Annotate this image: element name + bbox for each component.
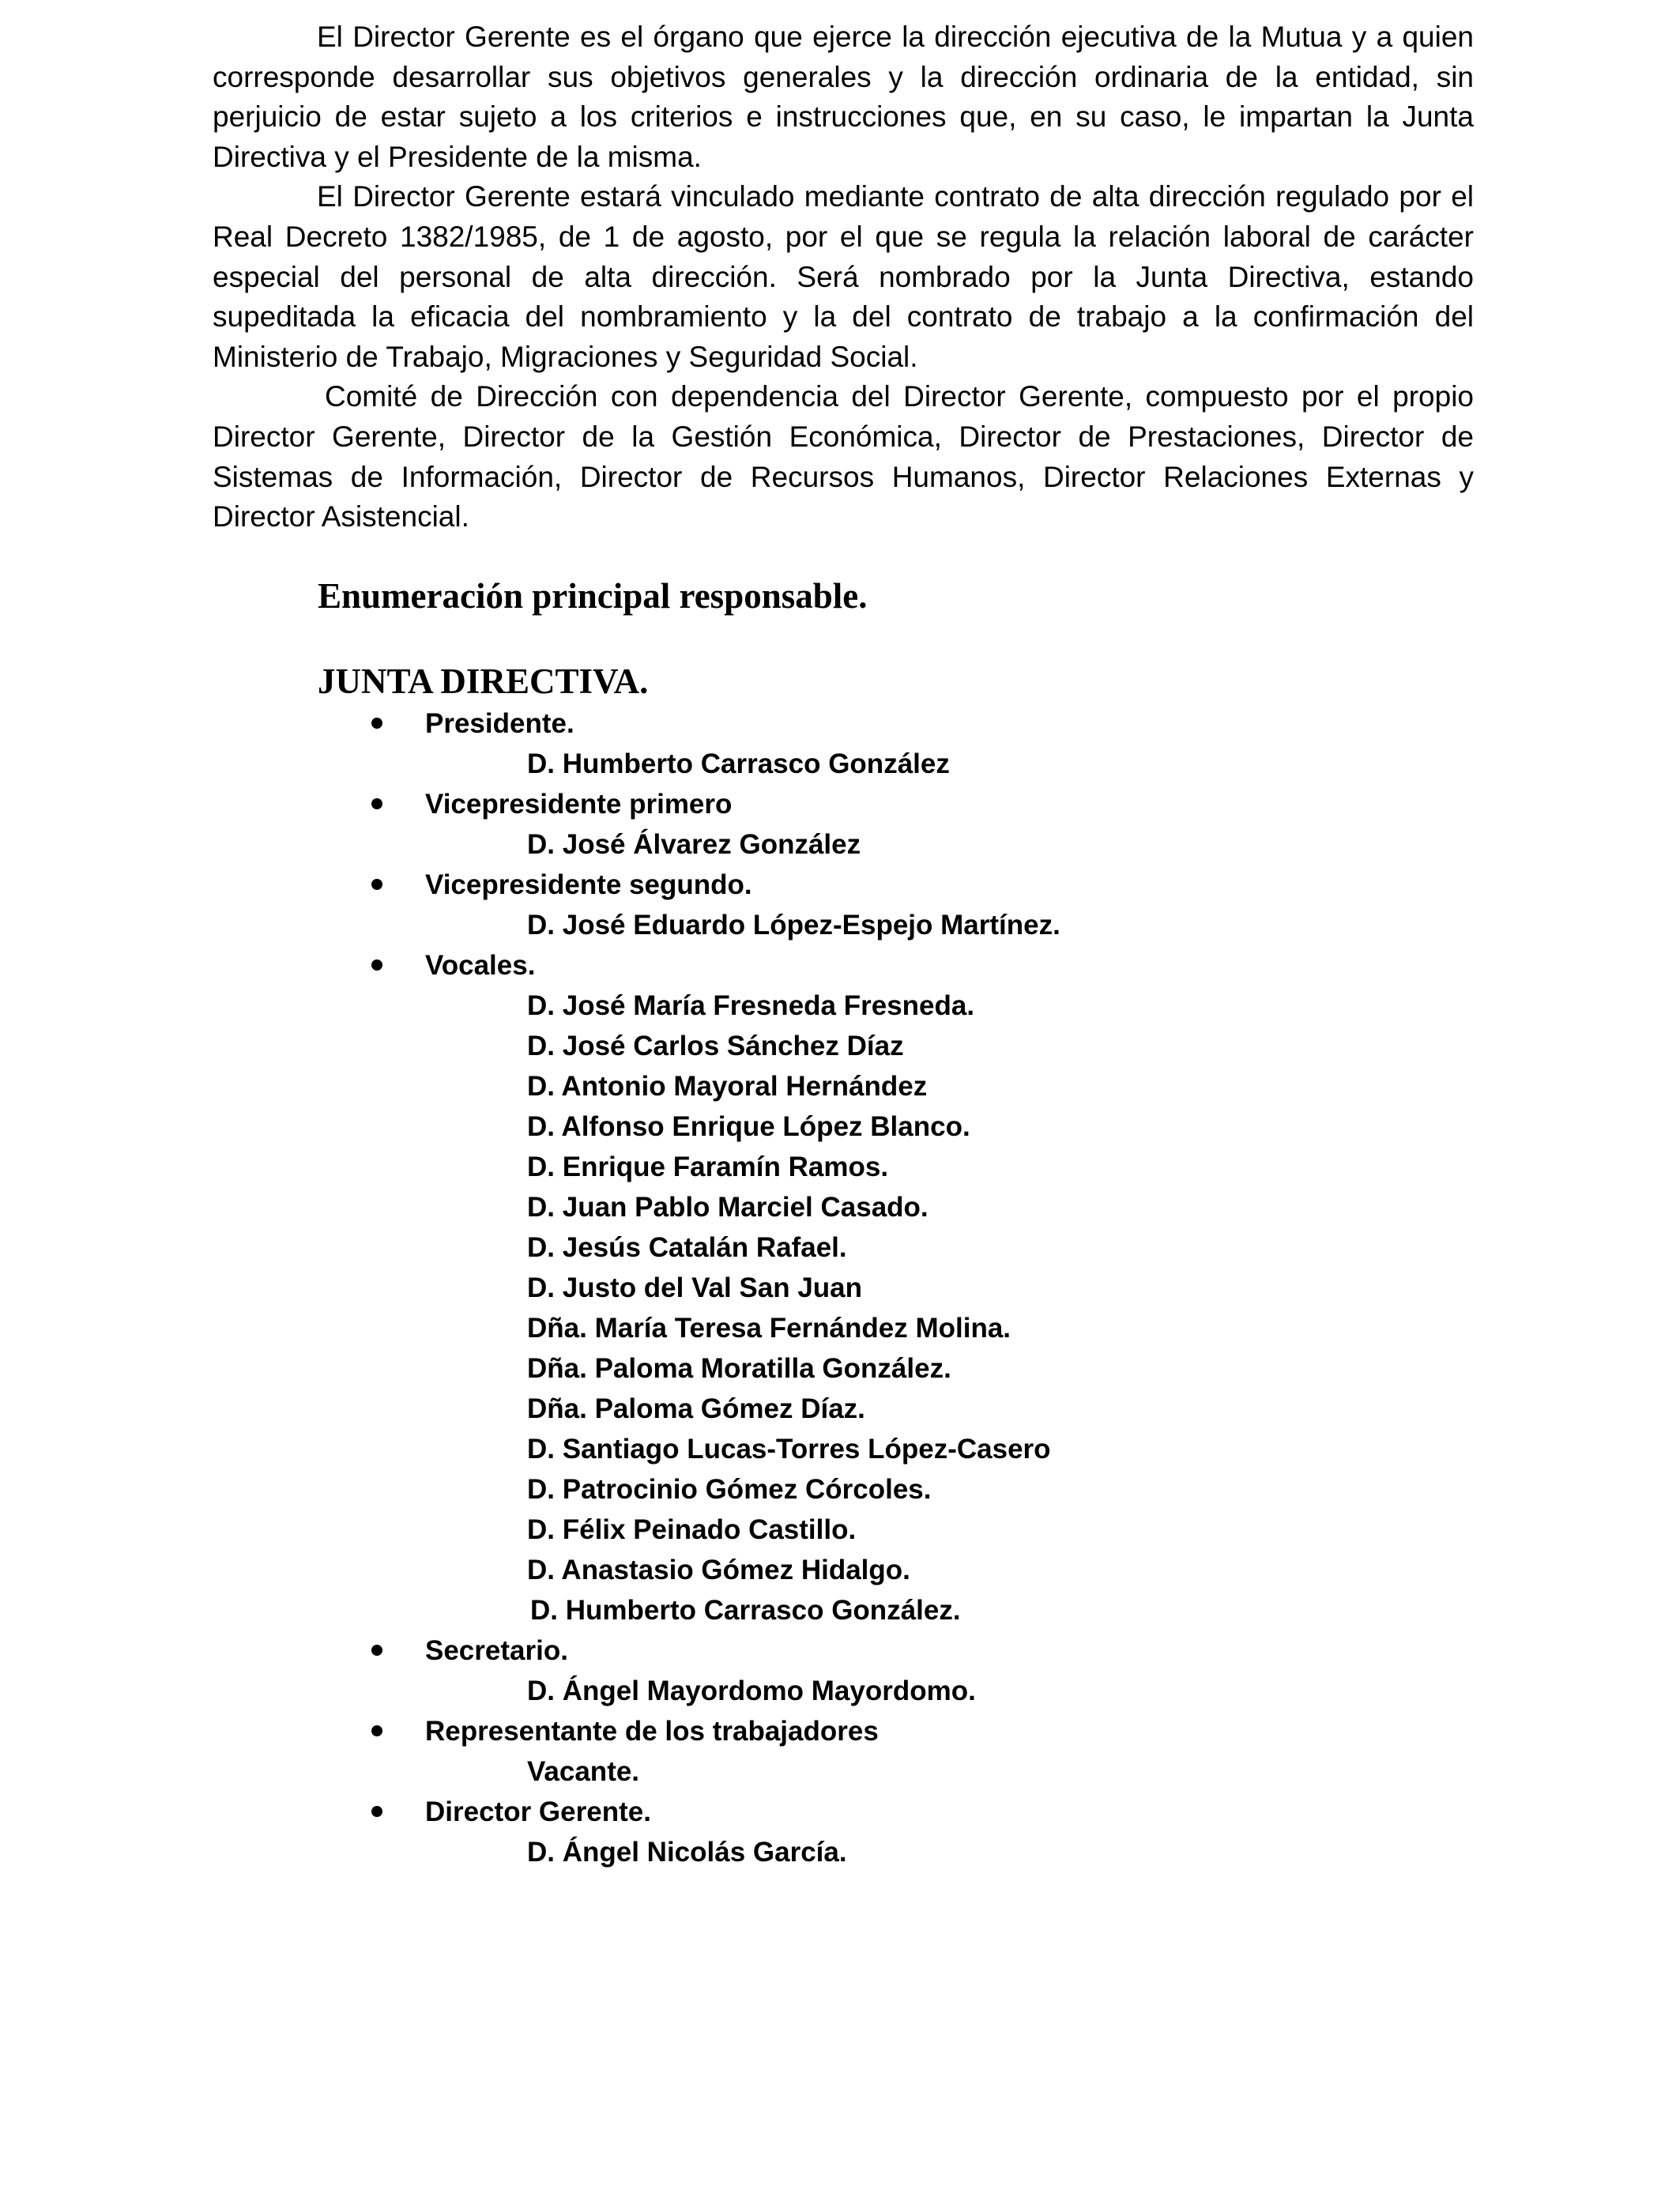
list-item-member	[0, 824, 1680, 865]
list-item-role	[0, 945, 1680, 986]
member-name: D. José Carlos Sánchez Díaz	[527, 1031, 904, 1061]
role-label: Presidente.	[425, 708, 574, 739]
list-item-member	[0, 905, 1680, 945]
member-name: D. Patrocinio Gómez Córcoles.	[527, 1474, 932, 1505]
list-item-role	[0, 1792, 1680, 1832]
list-item-member	[0, 1106, 1680, 1147]
section-heading: Enumeración principal responsable.	[318, 576, 868, 616]
bullet-icon	[371, 1806, 382, 1817]
member-name: D. José María Fresneda Fresneda.	[527, 990, 975, 1021]
member-name: D. Anastasio Gómez Hidalgo.	[527, 1555, 910, 1585]
list-item-member	[0, 1187, 1680, 1227]
list-item-member	[0, 1550, 1680, 1590]
member-name: D. Alfonso Enrique López Blanco.	[527, 1111, 970, 1142]
member-name: D. Juan Pablo Marciel Casado.	[527, 1192, 929, 1223]
bullet-icon	[371, 1725, 382, 1736]
list-item-role	[0, 703, 1680, 744]
list-item-member	[0, 1389, 1680, 1429]
member-name: Dña. Paloma Gómez Díaz.	[527, 1393, 865, 1424]
bullet-icon	[371, 879, 382, 890]
body-text	[213, 17, 1474, 537]
member-name: D. Santiago Lucas-Torres López-Casero	[527, 1434, 1051, 1465]
bullet-icon	[371, 718, 382, 729]
list-item-member	[0, 1751, 1680, 1792]
role-label: Director Gerente.	[425, 1796, 651, 1827]
member-name: Dña. Paloma Moratilla González.	[527, 1353, 951, 1384]
bullet-icon	[371, 1645, 382, 1656]
member-name: D. Félix Peinado Castillo.	[527, 1514, 857, 1545]
board-list	[0, 703, 1680, 1872]
role-label: Vicepresidente primero	[425, 789, 733, 820]
bullet-icon	[371, 959, 382, 971]
list-item-member	[0, 1227, 1680, 1268]
list-item-member	[0, 744, 1680, 784]
role-label: Vicepresidente segundo.	[425, 869, 752, 900]
list-item-member	[0, 1066, 1680, 1106]
paragraph-director-gerente-contract: El Director Gerente estará vinculado mediante contrato de alta dirección regulado por el Real Decreto 1382/1985, de 1 de agosto, por el que se regula la relación laboral de carácter especial del personal de alta dirección. Será nombrado por la Junta Directiva, estando supeditada la eficacia del nombramiento y la del contrato de trabajo a la confirmación del Ministerio de Trabajo, Migraciones y Seguridad Social.	[213, 180, 1474, 373]
list-item-member	[0, 1429, 1680, 1469]
board-heading: JUNTA DIRECTIVA.	[318, 662, 649, 701]
member-name: D. Humberto Carrasco González	[527, 748, 950, 779]
member-name: D. José Eduardo López-Espejo Martínez.	[527, 910, 1060, 941]
list-item-member	[0, 1832, 1680, 1872]
list-item-member	[0, 1510, 1680, 1550]
member-name: D. Ángel Mayordomo Mayordomo.	[527, 1676, 976, 1706]
member-name: D. Enrique Faramín Ramos.	[527, 1152, 889, 1182]
list-item-member	[0, 1308, 1680, 1348]
list-item-role	[0, 1711, 1680, 1751]
list-item-member	[0, 1348, 1680, 1389]
role-label: Representante de los trabajadores	[425, 1716, 879, 1747]
list-item-role	[0, 784, 1680, 824]
list-item-member	[0, 1590, 1680, 1630]
member-name: D. José Álvarez González	[527, 829, 861, 860]
list-item-member	[0, 986, 1680, 1026]
list-item-role	[0, 1630, 1680, 1671]
list-item-member	[0, 1026, 1680, 1066]
bullet-icon	[371, 798, 382, 809]
paragraph-comite-direccion: Comité de Dirección con dependencia del Director Gerente, compuesto por el propio Director Gerente, Director de la Gestión Económica, Director de Prestaciones, Director de Sistemas de Información, Director de Recursos Humanos, Director Relaciones Externas y Director Asistencial.	[213, 380, 1474, 533]
list-item-member	[0, 1268, 1680, 1308]
member-name: Dña. María Teresa Fernández Molina.	[527, 1313, 1011, 1344]
member-name: Vacante.	[527, 1756, 640, 1787]
list-item-member	[0, 1469, 1680, 1510]
member-name: D. Antonio Mayoral Hernández	[527, 1071, 928, 1102]
list-item-role	[0, 865, 1680, 905]
member-name: D. Ángel Nicolás García.	[527, 1837, 847, 1868]
member-name: D. Jesús Catalán Rafael.	[527, 1232, 847, 1263]
member-name: D. Humberto Carrasco González.	[530, 1595, 961, 1626]
list-item-member	[0, 1671, 1680, 1711]
role-label: Vocales.	[425, 950, 536, 981]
role-label: Secretario.	[425, 1635, 568, 1666]
paragraph-director-gerente-role: El Director Gerente es el órgano que ejerce la dirección ejecutiva de la Mutua y a quien corresponde desarrollar sus objetivos generales y la dirección ordinaria de la entidad, sin perjuicio de estar sujeto a los criterios e instrucciones que, en su caso, le impartan la Junta Directiva y el Presidente de la misma.	[213, 21, 1474, 173]
list-item-member	[0, 1147, 1680, 1187]
member-name: D. Justo del Val San Juan	[527, 1272, 863, 1303]
